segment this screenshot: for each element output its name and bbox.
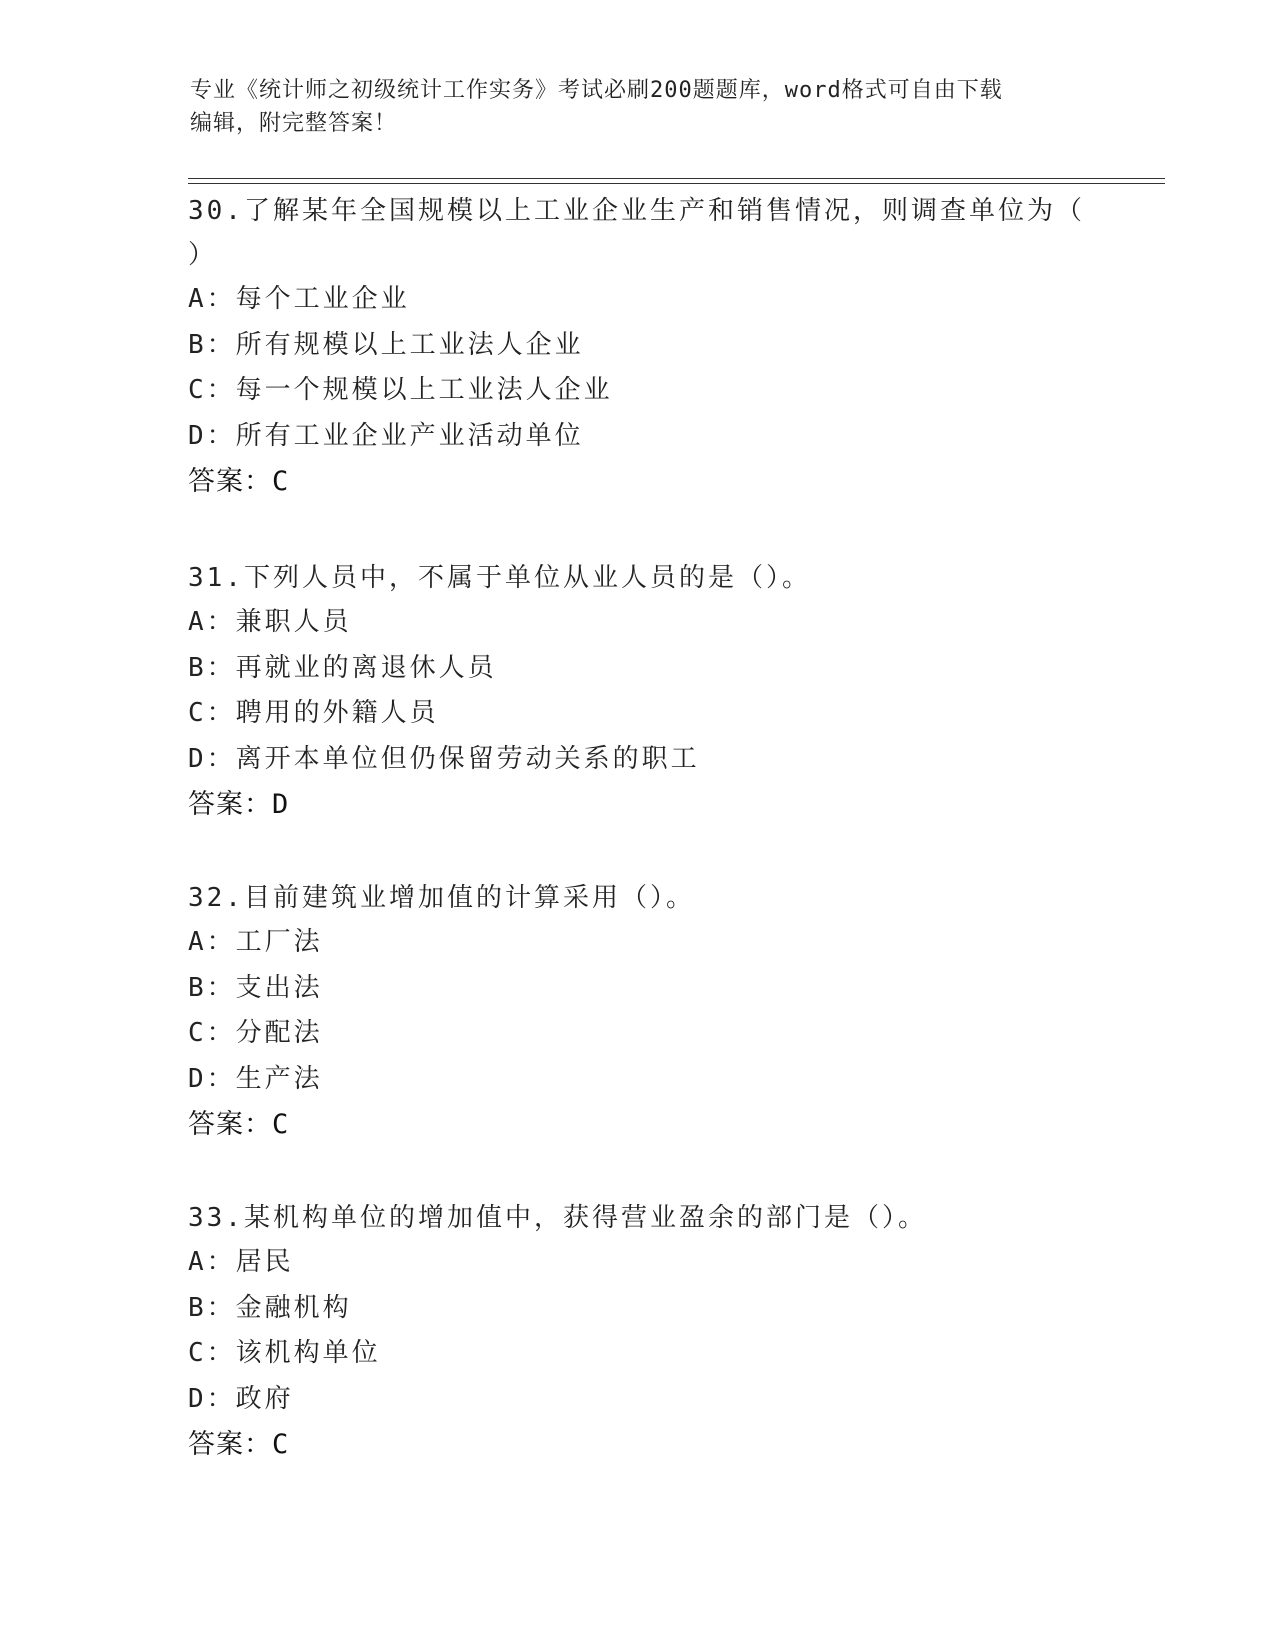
header-line-1: 专业《统计师之初级统计工作实务》考试必刷200题题库，word格式可自由下载 xyxy=(190,78,1003,103)
header-divider-bottom xyxy=(188,183,1165,184)
question-stem: 33.某机构单位的增加值中，获得营业盈余的部门是（）。 xyxy=(188,1203,927,1233)
option-c: C：该机构单位 xyxy=(188,1338,381,1368)
option-b: B：支出法 xyxy=(188,972,323,1003)
option-a: A：兼职人员 xyxy=(188,607,352,637)
question-stem: 31.下列人员中，不属于单位从业人员的是（）。 xyxy=(188,563,811,593)
option-b: B：所有规模以上工业法人企业 xyxy=(188,329,584,360)
question-stem-continued: ） xyxy=(188,240,218,270)
question-stem: 32.目前建筑业增加值的计算采用（）。 xyxy=(188,883,695,913)
header-divider-top xyxy=(188,178,1165,179)
answer-line: 答案：C xyxy=(188,466,290,497)
question-30 xyxy=(188,189,1088,505)
option-a: A：工厂法 xyxy=(188,927,323,957)
option-b: B：金融机构 xyxy=(188,1292,352,1323)
answer-line: 答案：C xyxy=(188,1429,290,1460)
option-a: A：居民 xyxy=(188,1247,294,1277)
answer-line: 答案：D xyxy=(188,789,290,820)
question-stem: 30.了解某年全国规模以上工业企业生产和销售情况，则调查单位为（ xyxy=(188,196,1085,226)
question-32 xyxy=(188,876,1088,1148)
header-line-2: 编辑，附完整答案！ xyxy=(190,111,398,136)
option-a: A：每个工业企业 xyxy=(188,284,410,314)
option-d: D：所有工业企业产业活动单位 xyxy=(188,420,584,451)
question-31 xyxy=(188,556,1088,828)
option-d: D：政府 xyxy=(188,1383,294,1414)
option-c: C：分配法 xyxy=(188,1018,323,1048)
option-c: C：聘用的外籍人员 xyxy=(188,698,439,728)
option-d: D：离开本单位但仍保留劳动关系的职工 xyxy=(188,743,700,774)
option-d: D：生产法 xyxy=(188,1063,323,1094)
option-c: C：每一个规模以上工业法人企业 xyxy=(188,375,613,405)
option-b: B：再就业的离退休人员 xyxy=(188,652,497,683)
question-33 xyxy=(188,1196,1088,1468)
document-header xyxy=(190,74,1090,140)
answer-line: 答案：C xyxy=(188,1109,290,1140)
